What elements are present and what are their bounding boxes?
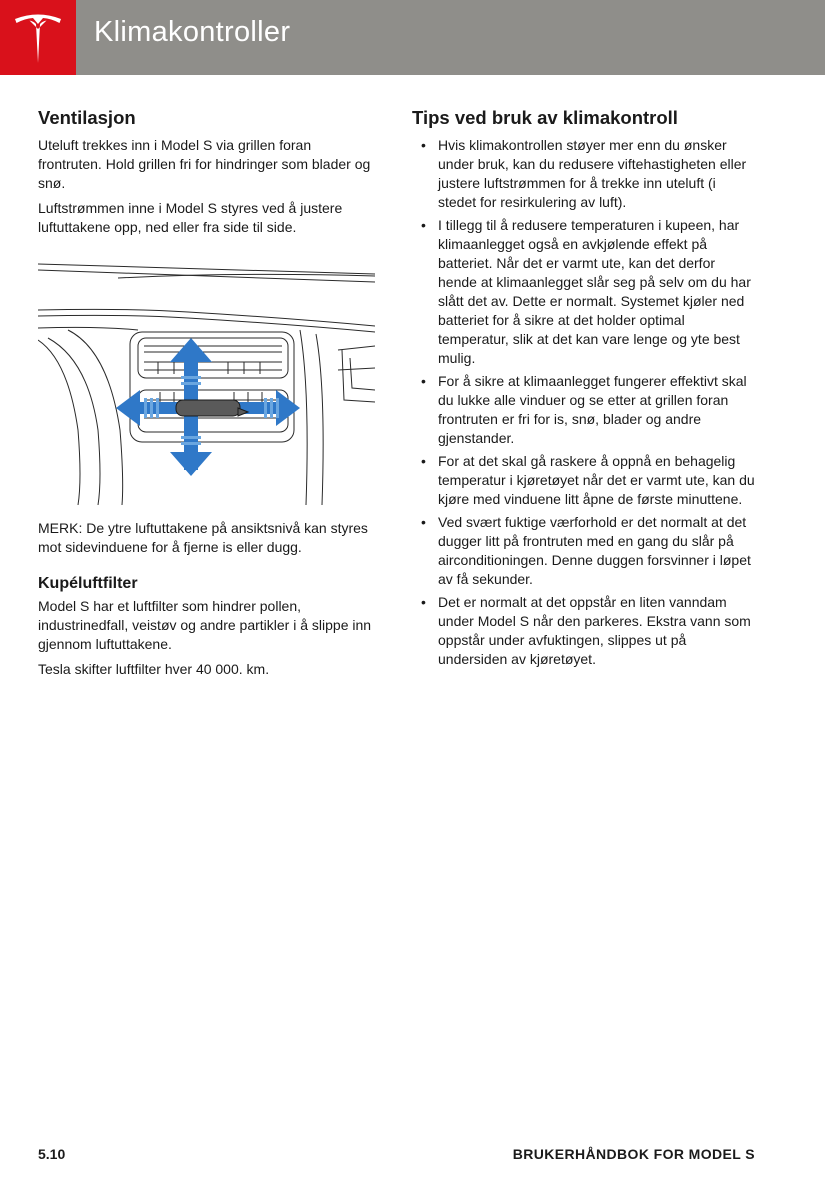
page-header [0, 0, 825, 75]
tip-text: For å sikre at klimaanlegget fungerer effektivt skal du lukke alle vinduer og se etter at grillen foran frontruten er fri for is, snø, blader og andre gjenstander. [438, 373, 747, 446]
cabin-filter-paragraph: Tesla skifter luftfilter hver 40 000. km. [38, 661, 270, 677]
list-item [412, 136, 757, 212]
tips-list [412, 136, 757, 669]
bullet-icon: • [421, 453, 426, 469]
page-number: 5.10 [38, 1146, 66, 1162]
list-item [412, 452, 757, 509]
bullet-icon: • [421, 373, 426, 389]
logo-box [0, 0, 76, 75]
tip-text: Det er normalt at det oppstår en liten vanndam under Model S når den parkeres. Ekstra vann som oppstår under avfuktingen, slippes ut på undersiden av kjøretøyet. [438, 594, 751, 667]
cabin-filter-paragraph: Model S har et luftfilter som hindrer pollen, industrinedfall, veistøv og andre partikler i å slippe inn gjennom luftuttakene. [38, 598, 372, 652]
right-column [412, 106, 757, 673]
ventilation-paragraph: Luftstrømmen inne i Model S styres ved å justere luftuttakene opp, ned eller fra side til side. [38, 200, 343, 235]
manual-title: BRUKERHÅNDBOK FOR MODEL S [512, 1146, 755, 1162]
list-item [412, 593, 757, 669]
bullet-icon: • [421, 514, 426, 530]
list-item [412, 372, 757, 448]
bullet-icon: • [421, 217, 426, 233]
list-item [412, 216, 757, 368]
ventilation-heading: Ventilasjon [38, 107, 136, 128]
note-paragraph: MERK: De ytre luftuttakene på ansiktsnivå kan styres mot sidevinduene for å fjerne is eller dugg. [38, 520, 368, 555]
left-column [38, 106, 378, 685]
bullet-icon: • [421, 594, 426, 610]
tips-heading: Tips ved bruk av klimakontroll [412, 107, 678, 128]
tip-text: I tillegg til å redusere temperaturen i kupeen, har klimaanlegget også en avkjølende effekt på batteriet. Når det er varmt ute, kan det derfor hende at klimaanlegget slår seg på selv om du har slått det av. Dette er normalt. Systemet kjøler ned batteriet for å sikre at det holder optimal temperatur, slik at det kan vare lenge og yte best mulig. [438, 217, 751, 366]
list-item [412, 513, 757, 589]
bullet-icon: • [421, 137, 426, 153]
tip-text: For at det skal gå raskere å oppnå en behagelig temperatur i kjøretøyet når det er varmt ute, kan du kjøre med vinduene litt åpne de første minuttene. [438, 453, 755, 507]
page-title: Klimakontroller [94, 16, 291, 48]
air-vent-direction-icon [38, 250, 375, 505]
ventilation-paragraph: Uteluft trekkes inn i Model S via grillen foran frontruten. Hold grillen fri for hindringer som blader og snø. [38, 137, 371, 191]
vent-illustration [38, 250, 375, 505]
tip-text: Ved svært fuktige værforhold er det normalt at det dugger litt på frontruten med en gang du slår på airconditioningen. Denne duggen forsvinner i løpet av få sekunder. [438, 514, 751, 587]
tip-text: Hvis klimakontrollen støyer mer enn du ønsker under bruk, kan du redusere viftehastigheten eller justere luftstrømmen for å trekke inn uteluft (i stedet for resirkulering av luft). [438, 137, 747, 210]
tesla-logo-icon [13, 11, 63, 65]
cabin-filter-heading: Kupéluftfilter [38, 575, 138, 592]
